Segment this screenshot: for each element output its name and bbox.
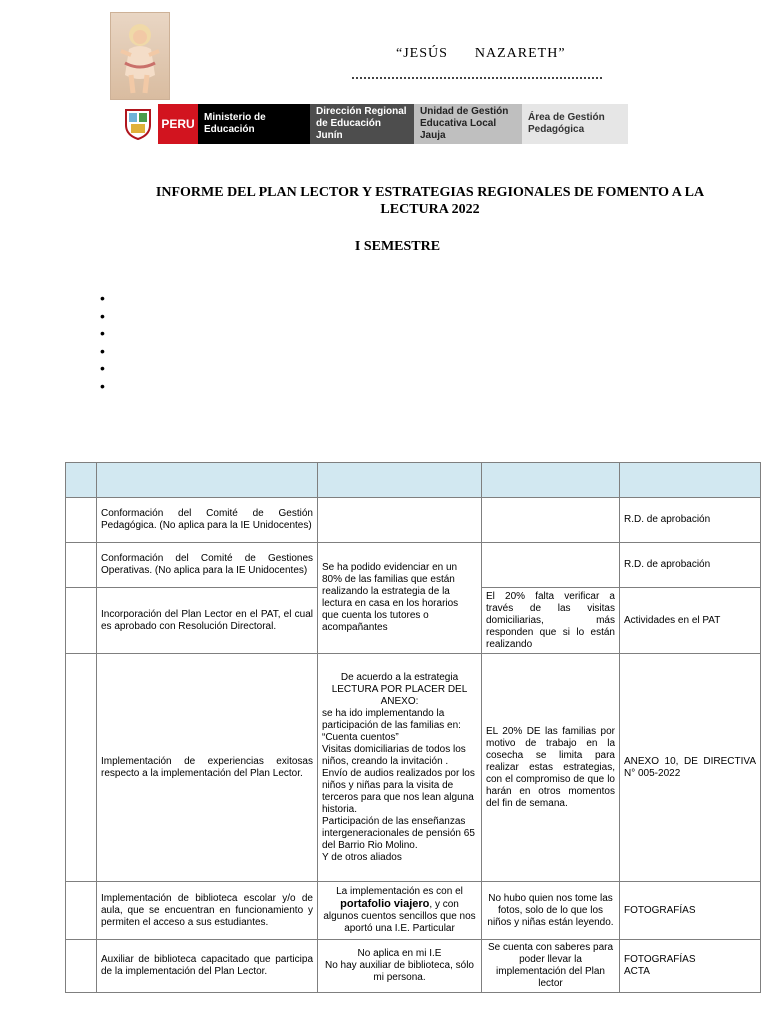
- number-cell: [66, 543, 97, 588]
- activity-cell: Incorporación del Plan Lector en el PAT, el cual es aprobado con Resolución Directoral.: [97, 588, 318, 654]
- header-cell: [318, 463, 482, 498]
- achievement-text: , y con algunos cuentos sencillos que nos aportó una I.E. Particular: [323, 899, 476, 934]
- achievement-line: se ha ido implementando la participación de las familias en: “Cuenta cuentos”: [322, 707, 461, 743]
- table-row: [66, 940, 761, 993]
- pedagogic-area-label: Área de Gestión Pedagógica: [522, 104, 628, 144]
- bullet-item: •: [100, 360, 105, 377]
- achievement-line: Y de otros aliados: [322, 851, 402, 863]
- evidence-cell: FOTOGRAFÍAS: [620, 882, 761, 940]
- plan-lector-table: [65, 462, 761, 993]
- evidence-line: ACTA: [624, 966, 650, 977]
- number-cell: [66, 654, 97, 882]
- bullet-item: •: [100, 342, 105, 359]
- achievements-cell: [318, 654, 482, 882]
- achievements-cell: Se ha podido evidenciar en un 80% de las familias que están realizando la estrategia de la lectura en casa en los horarios que cuenta los tutores o acompañantes: [318, 543, 482, 654]
- peru-coat-of-arms-icon: [118, 104, 158, 144]
- achievement-line: Visitas domiciliarias de todos los niños, creando la invitación .: [322, 743, 466, 767]
- evidence-cell: R.D. de aprobación: [620, 498, 761, 543]
- evidence-line: FOTOGRAFÍAS: [624, 954, 696, 965]
- difficulties-cell: Se cuenta con saberes para poder llevar la implementación del Plan lector: [482, 940, 620, 993]
- difficulties-cell: El 20% falta verificar a través de las visitas domiciliarias, más responden que si lo están realizando: [482, 588, 620, 654]
- activity-cell: Conformación del Comité de Gestión Pedagógica. (No aplica para la IE Unidocentes): [97, 498, 318, 543]
- activity-cell: Auxiliar de biblioteca capacitado que participa de la implementación del Plan Lector.: [97, 940, 318, 993]
- portfolio-highlight: portafolio viajero: [340, 898, 430, 910]
- evidence-cell: Actividades en el PAT: [620, 588, 761, 654]
- achievements-cell: [318, 940, 482, 993]
- bullet-item: •: [100, 325, 105, 342]
- strategy-intro: De acuerdo a la estrategia LECTURA POR PLACER DEL ANEXO:: [331, 671, 468, 707]
- achievements-cell: [318, 498, 482, 543]
- institutional-banner: [118, 104, 640, 144]
- semester-heading: I SEMESTRE: [354, 239, 441, 254]
- number-cell: [66, 498, 97, 543]
- header-cell: [97, 463, 318, 498]
- number-cell: [66, 588, 97, 654]
- ugel-label: Unidad de Gestión Educativa Local Jauja: [414, 104, 522, 144]
- difficulties-cell: [482, 498, 620, 543]
- activity-cell: Conformación del Comité de Gestiones Operativas. (No aplica para la IE Unidocentes): [97, 543, 318, 588]
- difficulties-cell: EL 20% DE las familias por motivo de trabajo en la cosecha se limita para realizar estas estrategias, con el compromiso de que lo harán en otros momentos del fin de semana.: [482, 654, 620, 882]
- achievement-line: Participación de las enseñanzas intergeneracionales de pensión 65 del Barrio Rio Molino.: [322, 815, 475, 851]
- activity-cell: Implementación de biblioteca escolar y/o de aula, que se encuentran en funcionamiento y permiten el acceso a sus estudiantes.: [97, 882, 318, 940]
- header-cell: [620, 463, 761, 498]
- number-cell: [66, 882, 97, 940]
- cut-off-text-line: [352, 74, 602, 80]
- activity-cell: Implementación de experiencias exitosas respecto a la implementación del Plan Lector.: [97, 654, 318, 882]
- regional-direction-label: Dirección Regional de Educación Junín: [310, 104, 414, 144]
- ministry-label: Ministerio de Educación: [198, 104, 310, 144]
- evidence-cell: [620, 940, 761, 993]
- report-title: INFORME DEL PLAN LECTOR Y ESTRATEGIAS REGIONALES DE FOMENTO A LA LECTURA 2022: [155, 185, 705, 217]
- table-row: [66, 498, 761, 543]
- bullet-item: •: [100, 377, 105, 394]
- bullet-item: •: [100, 307, 105, 324]
- header-cell: [66, 463, 97, 498]
- school-name: “JESÚS NAZARETH”: [396, 46, 566, 61]
- achievement-line: Envío de audios realizados por los niños y niñas para la visita de terceros para que nos lean alguna historia.: [322, 767, 475, 815]
- evidence-cell: R.D. de aprobación: [620, 543, 761, 588]
- achievement-line: No aplica en mi I.E: [357, 948, 442, 959]
- table-row: [66, 543, 761, 588]
- header-cell: [482, 463, 620, 498]
- bullet-item: •: [100, 290, 105, 306]
- child-jesus-icon: [111, 13, 169, 99]
- table-header-row: [66, 463, 761, 498]
- achievements-cell: [318, 882, 482, 940]
- evidence-cell: ANEXO 10, DE DIRECTIVA N° 005-2022: [620, 654, 761, 882]
- table-row: [66, 654, 761, 882]
- number-cell: [66, 940, 97, 993]
- peru-label: PERU: [158, 104, 198, 144]
- difficulties-cell: No hubo quien nos tome las fotos, solo de lo que los niños y niñas están leyendo.: [482, 882, 620, 940]
- table-row: [66, 882, 761, 940]
- achievement-text: La implementación es con el: [336, 886, 463, 897]
- difficulties-cell: [482, 543, 620, 588]
- achievement-line: No hay auxiliar de biblioteca, sólo mi persona.: [325, 960, 474, 983]
- religious-image: [110, 12, 170, 100]
- bullet-list: [100, 290, 140, 396]
